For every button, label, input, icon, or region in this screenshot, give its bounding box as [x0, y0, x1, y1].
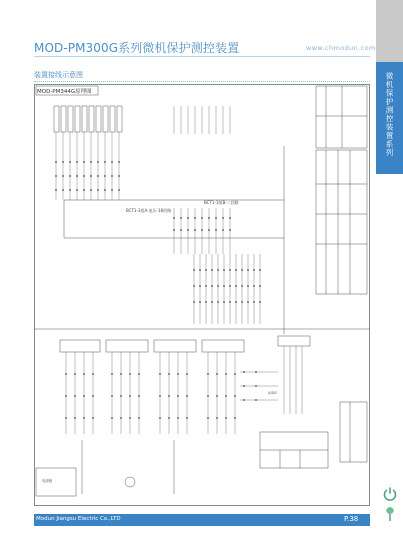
terminal-dot	[55, 161, 57, 163]
terminal-dot	[90, 161, 92, 163]
terminal-dot	[173, 217, 175, 219]
terminal-dot	[253, 285, 255, 287]
terminal-dot	[235, 285, 237, 287]
page-header-title: MOD-PM300G系列微机保护测控装置	[34, 41, 240, 55]
terminal-dot	[241, 285, 243, 287]
terminal-dot	[229, 301, 231, 303]
terminal-dot	[104, 161, 106, 163]
terminal-dot	[118, 161, 120, 163]
header-divider	[34, 56, 370, 57]
terminal-dot	[205, 285, 207, 287]
terminal-dot	[259, 269, 261, 271]
terminal-dot	[241, 269, 243, 271]
power-symbol-icon	[382, 486, 398, 502]
terminal-dot	[118, 175, 120, 177]
section-title: 装置接线示意图	[34, 71, 83, 79]
terminal-label-column	[96, 106, 101, 132]
terminal-dot	[111, 175, 113, 177]
terminal-dot	[253, 301, 255, 303]
company-website-url[interactable]: www.chmodun.com	[306, 44, 376, 52]
terminal-dot	[253, 269, 255, 271]
terminal-label-column	[110, 106, 115, 132]
terminal-dot	[69, 189, 71, 191]
terminal-dot	[199, 301, 201, 303]
terminal-dot	[111, 189, 113, 191]
terminal-dot	[217, 285, 219, 287]
terminal-dot	[247, 269, 249, 271]
terminal-dot	[83, 175, 85, 177]
terminal-dot	[97, 175, 99, 177]
terminal-dot	[211, 301, 213, 303]
terminal-dot	[259, 285, 261, 287]
terminal-dot	[83, 189, 85, 191]
terminal-dot	[208, 217, 210, 219]
terminal-dot	[97, 189, 99, 191]
wiring-diagram-label: MOD-PM344G原理图	[37, 89, 92, 95]
terminal-dot	[229, 285, 231, 287]
terminal-dot	[194, 217, 196, 219]
terminal-dot	[69, 175, 71, 177]
terminal-dot	[104, 189, 106, 191]
terminal-dot	[118, 189, 120, 191]
terminal-dot	[235, 301, 237, 303]
terminal-dot	[193, 285, 195, 287]
terminal-dot	[90, 175, 92, 177]
terminal-dot	[223, 301, 225, 303]
terminal-dot	[180, 229, 182, 231]
terminal-dot	[62, 189, 64, 191]
terminal-dot	[222, 229, 224, 231]
terminal-dot	[55, 175, 57, 177]
terminal-label-column	[82, 106, 87, 132]
terminal-dot	[76, 175, 78, 177]
terminal-dot	[208, 229, 210, 231]
tree-leaf-icon	[382, 506, 398, 522]
terminal-dot	[83, 161, 85, 163]
terminal-dot	[62, 175, 64, 177]
terminal-label-column	[54, 106, 59, 132]
terminal-dot	[217, 269, 219, 271]
terminal-dot	[193, 269, 195, 271]
wiring-diagram	[34, 84, 370, 506]
terminal-dot	[55, 189, 57, 191]
terminal-dot	[223, 269, 225, 271]
terminal-dot	[201, 229, 203, 231]
terminal-dot	[173, 229, 175, 231]
terminal-dot	[205, 301, 207, 303]
terminal-dot	[180, 217, 182, 219]
terminal-label-column	[103, 106, 108, 132]
bottom-icon-group	[376, 486, 403, 526]
terminal-dot	[194, 229, 196, 231]
svg-text:A/B/C: A/B/C	[268, 391, 278, 395]
terminal-dot	[201, 217, 203, 219]
terminal-dot	[229, 269, 231, 271]
terminal-dot	[222, 217, 224, 219]
terminal-label-column	[68, 106, 73, 132]
terminal-dot	[187, 229, 189, 231]
section-divider	[34, 81, 370, 82]
terminal-dot	[199, 285, 201, 287]
terminal-dot	[235, 269, 237, 271]
terminal-label-column	[89, 106, 94, 132]
terminal-dot	[187, 217, 189, 219]
terminal-dot	[247, 301, 249, 303]
terminal-dot	[211, 269, 213, 271]
side-tab-top-block	[376, 0, 403, 62]
terminal-dot	[62, 161, 64, 163]
terminal-dot	[69, 161, 71, 163]
side-category-tab[interactable]	[376, 0, 403, 549]
terminal-dot	[211, 285, 213, 287]
terminal-dot	[247, 285, 249, 287]
side-tab-label: 微机保护测控装置系列	[385, 72, 394, 157]
terminal-dot	[229, 229, 231, 231]
terminal-dot	[76, 161, 78, 163]
terminal-label-column	[117, 106, 122, 132]
terminal-label-column	[61, 106, 66, 132]
terminal-dot	[193, 301, 195, 303]
terminal-dot	[199, 269, 201, 271]
terminal-dot	[90, 189, 92, 191]
terminal-dot	[215, 217, 217, 219]
terminal-dot	[259, 301, 261, 303]
terminal-dot	[97, 161, 99, 163]
svg-text:BCT1-1组A-电压-18回路: BCT1-1组A-电压-18回路	[126, 208, 172, 213]
terminal-dot	[229, 217, 231, 219]
terminal-dot	[111, 161, 113, 163]
terminal-dot	[104, 175, 106, 177]
footer-page-number: P.38	[344, 515, 359, 523]
footer-company-name: Modun Jiangsu Electric Co.,LTD	[36, 516, 121, 522]
svg-text:电源侧: 电源侧	[42, 479, 53, 483]
terminal-dot	[241, 301, 243, 303]
terminal-dot	[223, 285, 225, 287]
terminal-label-column	[75, 106, 80, 132]
terminal-dot	[205, 269, 207, 271]
terminal-dot	[215, 229, 217, 231]
terminal-dot	[217, 301, 219, 303]
terminal-dot	[76, 189, 78, 191]
svg-text:BCT1-1组B-二回路: BCT1-1组B-二回路	[204, 200, 239, 205]
